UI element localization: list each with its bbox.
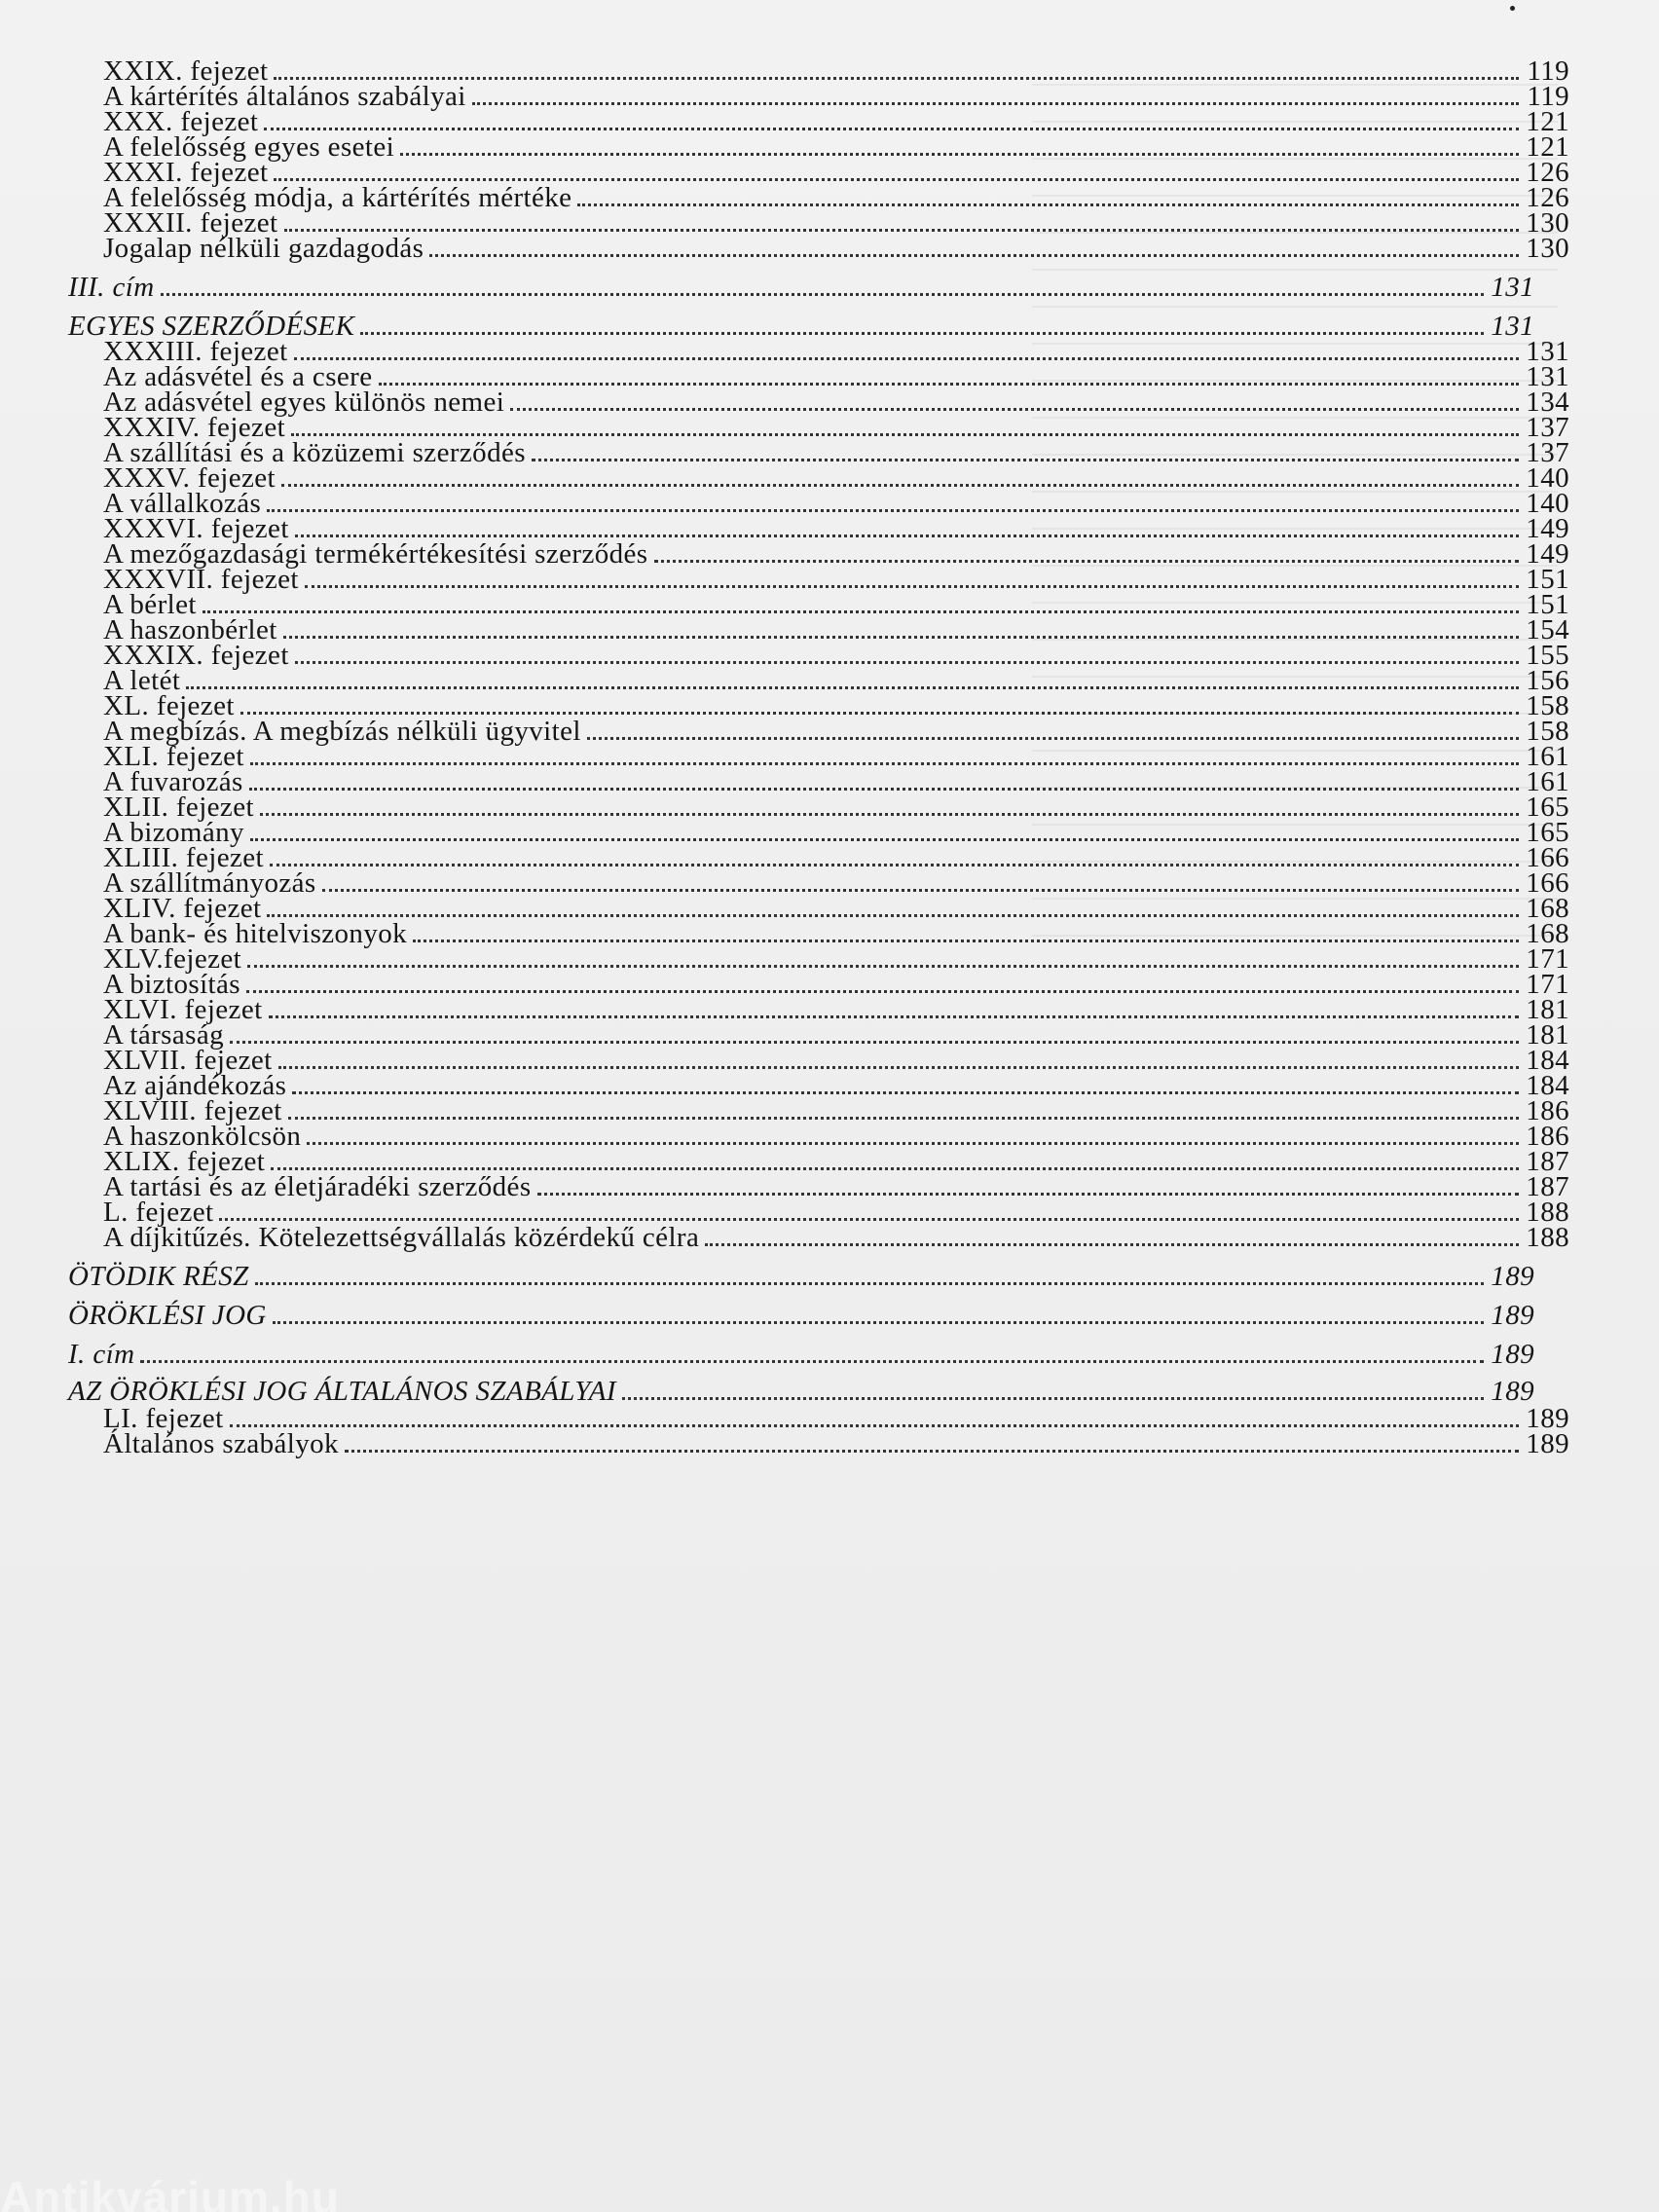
toc-entry-title: A megbízás. A megbízás nélküli ügyvitel <box>103 716 581 747</box>
toc-entry-page: 140 <box>1526 462 1569 494</box>
toc-entry[interactable] <box>68 271 1534 304</box>
toc-entry-title: A biztosítás <box>103 969 240 1000</box>
toc-entry-page: 189 <box>1491 1261 1534 1292</box>
toc-entry-title: XXXV. fejezet <box>103 462 276 494</box>
toc-entry-title: A társaság <box>103 1019 224 1051</box>
dot-leader <box>140 1360 1484 1363</box>
toc-entry-title: XXXIX. fejezet <box>103 640 289 671</box>
toc-entry-page: 121 <box>1526 131 1569 163</box>
toc-entry-page: 149 <box>1526 538 1569 570</box>
toc-entry-title: Jogalap nélküli gazdagodás <box>103 233 424 264</box>
toc-entry-title: XXXII. fejezet <box>103 207 278 239</box>
toc-entry[interactable] <box>68 1299 1534 1332</box>
toc-entry-title: A díjkitűzés. Kötelezettségvállalás közérdekű célra <box>103 1222 700 1253</box>
dot-leader <box>429 254 1519 257</box>
toc-entry-title: A mezőgazdasági termékértékesítési szerződés <box>103 538 648 570</box>
toc-entry-title: EGYES SZERZŐDÉSEK <box>68 311 355 342</box>
toc-entry-page: 121 <box>1526 106 1569 137</box>
toc-entry-page: 188 <box>1526 1197 1569 1228</box>
toc-entry-title: A fuvarozás <box>103 766 243 797</box>
toc-entry-title: A haszonbérlet <box>103 614 277 645</box>
toc-entry-page: 151 <box>1526 564 1569 595</box>
toc-entry-page: 189 <box>1491 1376 1534 1407</box>
page-mark <box>1510 6 1515 11</box>
toc-entry-title: LI. fejezet <box>103 1403 224 1434</box>
toc-entry-title: L. fejezet <box>103 1197 214 1228</box>
toc-entry-page: 119 <box>1527 81 1569 112</box>
toc-entry-title: III. cím <box>68 272 155 303</box>
toc-entry-title: XLVII. fejezet <box>103 1045 273 1076</box>
dot-leader <box>273 1321 1484 1324</box>
toc-entry-title: XXXI. fejezet <box>103 157 269 188</box>
toc-entry-page: 189 <box>1526 1403 1569 1434</box>
toc-entry-page: 126 <box>1526 182 1569 213</box>
toc-entry-page: 130 <box>1526 207 1569 239</box>
toc-entry-page: 154 <box>1526 614 1569 645</box>
toc-entry-title: XXX. fejezet <box>103 106 259 137</box>
toc-entry[interactable] <box>68 232 1569 265</box>
watermark: Antikvárium.hu <box>0 2172 340 2212</box>
toc-entry-title: XLI. fejezet <box>103 741 244 772</box>
toc-entry-title: XLIV. fejezet <box>103 893 262 924</box>
toc-entry-title: XXXIV. fejezet <box>103 412 286 443</box>
toc-entry-title: I. cím <box>68 1339 135 1370</box>
toc-entry[interactable] <box>68 1221 1569 1254</box>
toc-entry-title: XLII. fejezet <box>103 792 254 823</box>
toc-entry-page: 166 <box>1526 867 1569 899</box>
toc-entry-page: 149 <box>1526 513 1569 544</box>
toc-entry-page: 166 <box>1526 842 1569 873</box>
toc-entry-page: 134 <box>1526 387 1569 418</box>
toc-entry-page: 171 <box>1526 943 1569 975</box>
toc-entry-title: A letét <box>103 665 181 696</box>
toc-entry-title: XXXIII. fejezet <box>103 336 288 367</box>
toc-entry-page: 137 <box>1526 437 1569 468</box>
toc-entry-title: A szállítási és a közüzemi szerződés <box>103 437 526 468</box>
toc-entry-title: XLIII. fejezet <box>103 842 264 873</box>
toc-entry-page: 131 <box>1491 311 1534 342</box>
toc-entry-title: A szállítmányozás <box>103 867 316 899</box>
toc-entry-title: Általános szabályok <box>103 1428 339 1459</box>
toc-entry-page: 161 <box>1526 766 1569 797</box>
toc-entry-title: Az adásvétel egyes különös nemei <box>103 387 505 418</box>
toc-entry-page: 189 <box>1491 1339 1534 1370</box>
toc-entry-page: 158 <box>1526 690 1569 721</box>
toc-entry-page: 158 <box>1526 716 1569 747</box>
toc-entry-page: 119 <box>1527 55 1569 87</box>
toc-entry-title: XLIX. fejezet <box>103 1146 266 1177</box>
toc-entry-title: A felelősség módja, a kártérítés mértéke <box>103 182 572 213</box>
dot-leader <box>161 293 1484 296</box>
toc-entry-page: 161 <box>1526 741 1569 772</box>
toc-entry-page: 137 <box>1526 412 1569 443</box>
toc-entry-page: 184 <box>1526 1045 1569 1076</box>
toc-entry-page: 187 <box>1526 1171 1569 1202</box>
toc-entry-page: 168 <box>1526 918 1569 949</box>
toc-entry-page: 131 <box>1526 336 1569 367</box>
toc-entry-title: A haszonkölcsön <box>103 1121 302 1152</box>
toc-entry-page: 189 <box>1526 1428 1569 1459</box>
toc-entry-title: AZ ÖRÖKLÉSI JOG ÁLTALÁNOS SZABÁLYAI <box>68 1376 616 1407</box>
toc-entry-title: A bizomány <box>103 817 244 848</box>
dot-leader <box>255 1282 1484 1285</box>
toc-entry-page: 126 <box>1526 157 1569 188</box>
toc-entry-page: 186 <box>1526 1121 1569 1152</box>
toc-entry-title: A kártérítés általános szabályai <box>103 81 466 112</box>
toc-entry-page: 186 <box>1526 1095 1569 1126</box>
toc-entry-page: 187 <box>1526 1146 1569 1177</box>
toc-entry[interactable] <box>68 1338 1534 1371</box>
toc-entry-page: 171 <box>1526 969 1569 1000</box>
toc-entry-title: Az adásvétel és a csere <box>103 361 373 392</box>
toc-entry-title: XXIX. fejezet <box>103 55 269 87</box>
toc-entry-title: A felelősség egyes esetei <box>103 131 395 163</box>
toc-entry-page: 156 <box>1526 665 1569 696</box>
toc-entry-page: 165 <box>1526 792 1569 823</box>
toc-entry-title: XL. fejezet <box>103 690 235 721</box>
toc-entry-page: 151 <box>1526 589 1569 620</box>
toc-entry-page: 130 <box>1526 233 1569 264</box>
toc-entry-page: 140 <box>1526 488 1569 519</box>
toc-entry-page: 189 <box>1491 1300 1534 1331</box>
toc-entry-title: ÖRÖKLÉSI JOG <box>68 1300 267 1331</box>
toc-entry-page: 131 <box>1491 272 1534 303</box>
toc-entry-title: A bank- és hitelviszonyok <box>103 918 408 949</box>
toc-entry-title: XXXVI. fejezet <box>103 513 289 544</box>
toc-entry-title: XXXVII. fejezet <box>103 564 299 595</box>
toc-entry-title: XLVI. fejezet <box>103 994 263 1025</box>
toc-entry-page: 168 <box>1526 893 1569 924</box>
toc-entry[interactable] <box>68 1260 1534 1293</box>
toc-entry-page: 184 <box>1526 1070 1569 1101</box>
dot-leader <box>622 1397 1484 1400</box>
toc-entry-title: ÖTÖDIK RÉSZ <box>68 1261 249 1292</box>
toc-entry-page: 155 <box>1526 640 1569 671</box>
toc-entry-page: 181 <box>1526 1019 1569 1051</box>
toc-entry-title: A vállalkozás <box>103 488 262 519</box>
toc-entry-page: 165 <box>1526 817 1569 848</box>
dot-leader <box>345 1450 1519 1453</box>
toc-entry-title: XLVIII. fejezet <box>103 1095 282 1126</box>
toc-entry-title: A tartási és az életjáradéki szerződés <box>103 1171 532 1202</box>
toc-entry-title: A bérlet <box>103 589 197 620</box>
dot-leader <box>705 1243 1519 1246</box>
toc-entry-title: XLV.fejezet <box>103 943 242 975</box>
toc-entry-title: Az ajándékozás <box>103 1070 287 1101</box>
toc-entry-page: 131 <box>1526 361 1569 392</box>
toc-entry-page: 188 <box>1526 1222 1569 1253</box>
toc-entry[interactable] <box>68 1427 1569 1460</box>
toc-entry-page: 181 <box>1526 994 1569 1025</box>
